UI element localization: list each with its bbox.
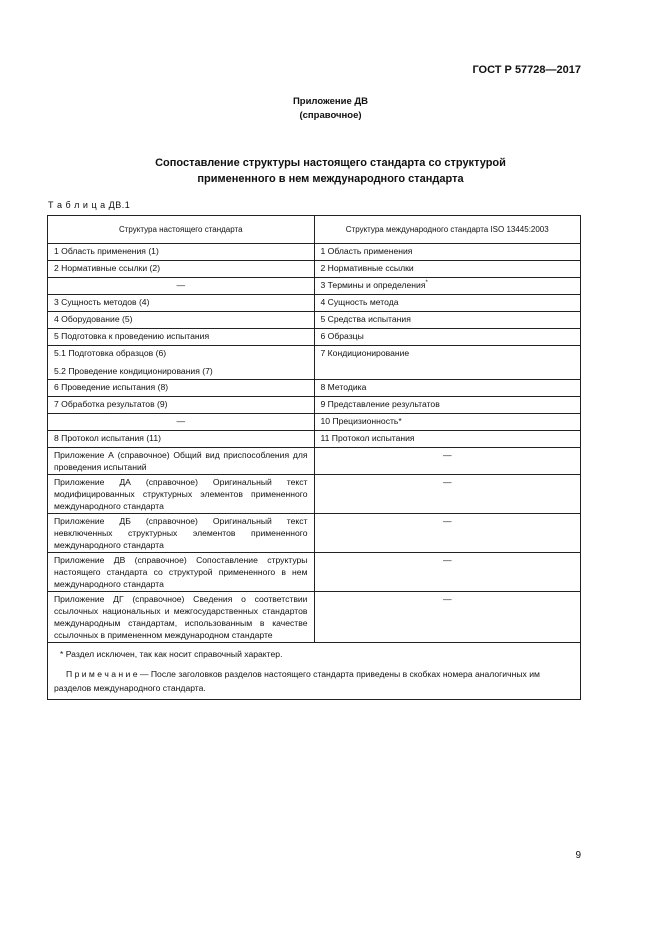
table-row [48, 475, 581, 514]
table-row [48, 261, 581, 278]
cell-international: 4 Сущность метода [314, 295, 581, 312]
table-footnote: * Раздел исключен, так как носит справочный характер. [60, 649, 283, 659]
table-note-label: П р и м е ч а н и е [66, 669, 138, 679]
cell-national [48, 346, 315, 380]
cell-international [314, 278, 581, 295]
cell-international: 7 Кондиционирование [314, 346, 581, 380]
cell-international: 1 Область применения [314, 244, 581, 261]
table-row [48, 397, 581, 414]
cell-international: 8 Методика [314, 380, 581, 397]
cell-national: 5 Подготовка к проведению испытания [48, 329, 315, 346]
table-row [48, 380, 581, 397]
cell-international: — [314, 448, 581, 475]
cell-national: Приложение ДА (справочное) Оригинальный текст модифицированных структурных элементов примененного международного стандарта [48, 475, 315, 514]
cell-national: 1 Область применения (1) [48, 244, 315, 261]
table-note-text: — После заголовков разделов настоящего стандарта приведены в скобках номера аналогичных им разделов международного стандарта. [54, 669, 540, 693]
cell-national-line-1: 5.1 Подготовка образцов (6) [54, 348, 167, 358]
table-row [48, 414, 581, 431]
cell-national: 6 Проведение испытания (8) [48, 380, 315, 397]
table-row [48, 295, 581, 312]
column-header-international: Структура международного стандарта ISO 13445:2003 [314, 216, 581, 244]
footnote-mark: * [425, 280, 428, 287]
table-caption: Т а б л и ц а ДВ.1 [48, 200, 131, 210]
table-row [48, 514, 581, 553]
document-title-line-1: Сопоставление структуры настоящего стандарта со структурой [155, 157, 506, 169]
table-row [48, 431, 581, 448]
cell-international: — [314, 475, 581, 514]
cell-international: — [314, 514, 581, 553]
table-row [48, 329, 581, 346]
table-row [48, 312, 581, 329]
cell-international: 10 Прецизионность* [314, 414, 581, 431]
table-footer-row [48, 643, 581, 700]
standard-id: ГОСТ Р 57728—2017 [472, 64, 581, 76]
column-header-national: Структура настоящего стандарта [48, 216, 315, 244]
cell-national: 8 Протокол испытания (11) [48, 431, 315, 448]
table-header-row [48, 216, 581, 244]
cell-international: 2 Нормативные ссылки [314, 261, 581, 278]
cell-national-line-2: 5.2 Проведение кондиционирования (7) [54, 366, 213, 376]
cell-national: Приложение ДГ (справочное) Сведения о соответствии ссылочных национальных и межгосударственных стандартов международным стандартам, использованным в качестве ссылочных в примененном международном стандарте [48, 592, 315, 643]
table-note [48, 663, 580, 699]
comparison-table-wrapper [47, 215, 581, 700]
cell-national: Приложение ДВ (справочное) Сопоставление структуры настоящего стандарта со структурой примененного в нем международного стандарта [48, 553, 315, 592]
comparison-table [47, 215, 581, 700]
table-row [48, 448, 581, 475]
table-footer-cell [48, 643, 581, 700]
cell-international: 9 Представление результатов [314, 397, 581, 414]
cell-international: — [314, 553, 581, 592]
page-number: 9 [575, 850, 581, 861]
table-row [48, 553, 581, 592]
cell-national: — [48, 414, 315, 431]
cell-international: 5 Средства испытания [314, 312, 581, 329]
cell-national: Приложение ДБ (справочное) Оригинальный текст невключенных структурных элементов примененного международного стандарта [48, 514, 315, 553]
cell-national: — [48, 278, 315, 295]
annex-title: Приложение ДВ [292, 96, 369, 107]
cell-international: 6 Образцы [314, 329, 581, 346]
document-title [60, 155, 601, 187]
cell-national: 7 Обработка результатов (9) [48, 397, 315, 414]
cell-international: — [314, 592, 581, 643]
table-row [48, 592, 581, 643]
annex-subtitle: (справочное) [299, 110, 362, 121]
cell-international-text: 3 Термины и определения [320, 280, 426, 290]
document-title-line-2: примененного в нем международного стандарта [197, 173, 464, 185]
cell-national: Приложение А (справочное) Общий вид приспособления для проведения испытаний [48, 448, 315, 475]
annex-heading [0, 95, 661, 123]
cell-national: 3 Сущность методов (4) [48, 295, 315, 312]
table-row [48, 278, 581, 295]
cell-national: 2 Нормативные ссылки (2) [48, 261, 315, 278]
cell-international: 11 Протокол испытания [314, 431, 581, 448]
cell-national: 4 Оборудование (5) [48, 312, 315, 329]
table-row [48, 244, 581, 261]
table-row [48, 346, 581, 380]
